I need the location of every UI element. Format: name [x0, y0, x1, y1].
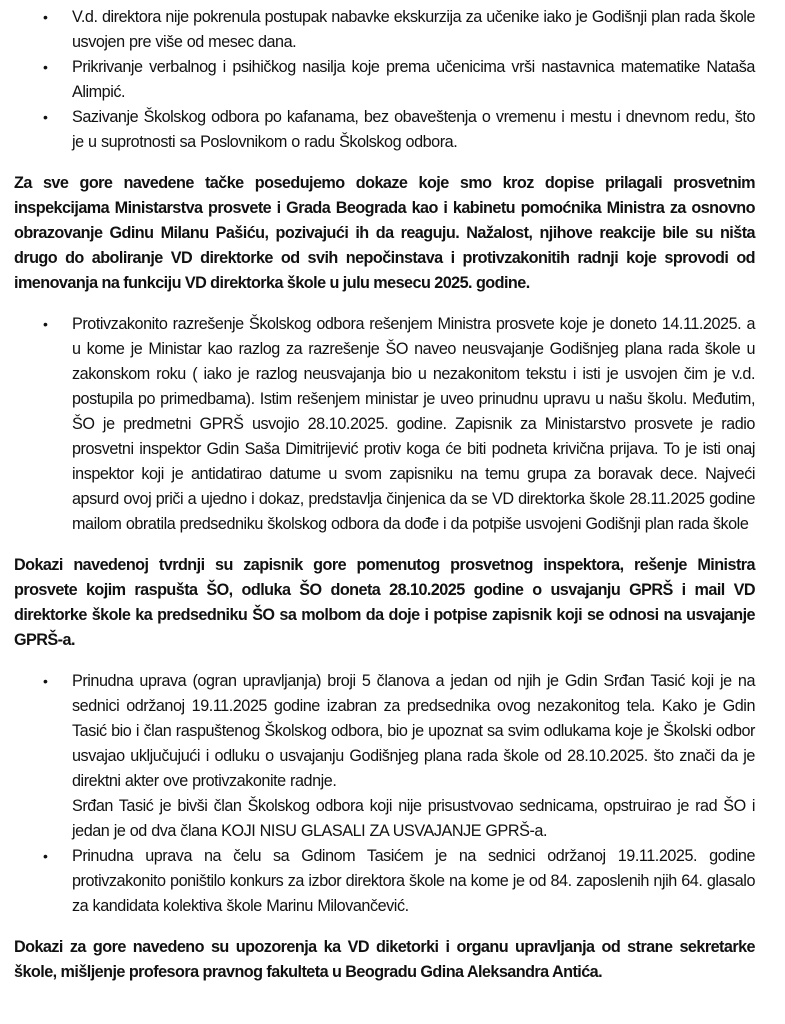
- list-item: [14, 312, 755, 537]
- evidence-paragraph-1: Za sve gore navedene tačke posedujemo dokaze koje smo kroz dopise prilagali prosvetnim inspekcijama Ministarstva prosvete i Grada Beograda kao i kabinetu pomoćnika Ministra za osnovno obrazovanje Gdinu Milanu Pašiću, pozivajući ih da reaguju. Nažalost, njihove reakcije bile su ništa drugo do aboliranje VD direktorke od svih nepočinstava i protivzakonitih radnji koje sprovodi od imenovanja na funkciju VD direktorka škole u julu mesecu 2025. godine.: [14, 174, 755, 292]
- list-item-text: Prinudna uprava (ogran upravljanja) broji 5 članova a jedan od njih je Gdin Srđan Tasić koji je na sednici održanoj 19.11.2025 godine izabran za predsednika ovog nezakonitog tela. Kako je Gdin Tasić bio i član raspuštenog Školskog odbora, bio je upoznat sa svim odlukama koje je Školski odbor usvajao uključujući i odluku o usvajanju Godišnjeg plana rada škole od 28.10.2025. što znači da je direktni akter ove protivzakonite radnje.: [72, 672, 755, 790]
- evidence-paragraph-2: Dokazi navedenoj tvrdnji su zapisnik gore pomenutog prosvetnog inspektora, rešenje Ministra prosvete kojim raspušta ŠO, odluka ŠO doneta 28.10.2025 godine o usvajanju GPRŠ i mail VD direktorke škole ka predsedniku ŠO sa molbom da doje i potpise zapisnik koji se odnosi na usvajanje GPRŠ-a.: [14, 556, 755, 649]
- list-item-continuation: Srđan Tasić je bivši član Školskog odbora koji nije prisustvovao sednicama, opstruirao je rad ŠO i jedan je od dva člana KOJI NISU GLASALI ZA USVAJANJE GPRŠ-a.: [72, 797, 755, 840]
- list-item-text: V.d. direktora nije pokrenula postupak nabavke ekskurzija za učenike iako je Godišnji plan rada škole usvojen pre više od mesec dana.: [72, 8, 755, 51]
- list-item: [14, 5, 755, 55]
- list-item: [14, 669, 755, 844]
- list-item: [14, 844, 755, 919]
- bullet-list-1: [14, 5, 755, 155]
- evidence-paragraph-3: Dokazi za gore navedeno su upozorenja ka VD diketorki i organu upravljanja od strane sekretarke škole, mišljenje profesora pravnog fakulteta u Beogradu Gdina Aleksandra Antića.: [14, 938, 755, 981]
- bullet-icon: •: [43, 848, 48, 864]
- list-item-text: Prikrivanje verbalnog i psihičkog nasilja koje prema učenicima vrši nastavnica matematike Nataša Alimpić.: [72, 58, 755, 101]
- bullet-icon: •: [43, 59, 48, 75]
- bullet-list-2: [14, 312, 755, 537]
- bullet-icon: •: [43, 9, 48, 25]
- bullet-list-3: [14, 669, 755, 919]
- list-item-text: Sazivanje Školskog odbora po kafanama, bez obaveštenja o vremenu i mestu i dnevnom redu, što je u suprotnosti sa Poslovnikom o radu Školskog odbora.: [72, 108, 755, 151]
- list-item: [14, 55, 755, 105]
- list-item: [14, 105, 755, 155]
- list-item-text: Prinudna uprava na čelu sa Gdinom Tasićem je na sednici održanoj 19.11.2025. godine protivzakonito poništilo konkurs za izbor direktora škole na kome je od 84. zaposlenih njih 64. glasalo za kandidata kolektiva škole Marinu Milovančević.: [72, 847, 755, 915]
- bullet-icon: •: [43, 316, 48, 332]
- list-item-text: Protivzakonito razrešenje Školskog odbora rešenjem Ministra prosvete koje je doneto 14.11.2025. a u kome je Ministar kao razlog za razrešenje ŠO naveo neusvajanje Godišnjeg plana rada škole u zakonskom roku ( iako je razlog neusvajanja bio u nezakonitom tekstu i isti je usvojen čim je v.d. postupila po primedbama). Istim rešenjem ministar je uveo prinudnu upravu u našu školu. Međutim, ŠO je predmetni GPRŠ usvojio 28.10.2025. godine. Zapisnik za Ministarstvo prosvete je radio prosvetni inspektor Gdin Saša Dimitrijević protiv koga će biti podneta krivična prijava. To je isti onaj inspektor koji je antidatirao datume u svom zapisniku na temu grupa za boravak dece. Najveći apsurd ovoj priči a ujedno i dokaz, predstavlja činjenica da se VD direktorka škole 28.11.2025 godine mailom obratila predsedniku školskog odbora da dođe i da potpiše usvojeni Godišnji plan rada škole: [72, 315, 755, 533]
- bullet-icon: •: [43, 109, 48, 125]
- bullet-icon: •: [43, 673, 48, 689]
